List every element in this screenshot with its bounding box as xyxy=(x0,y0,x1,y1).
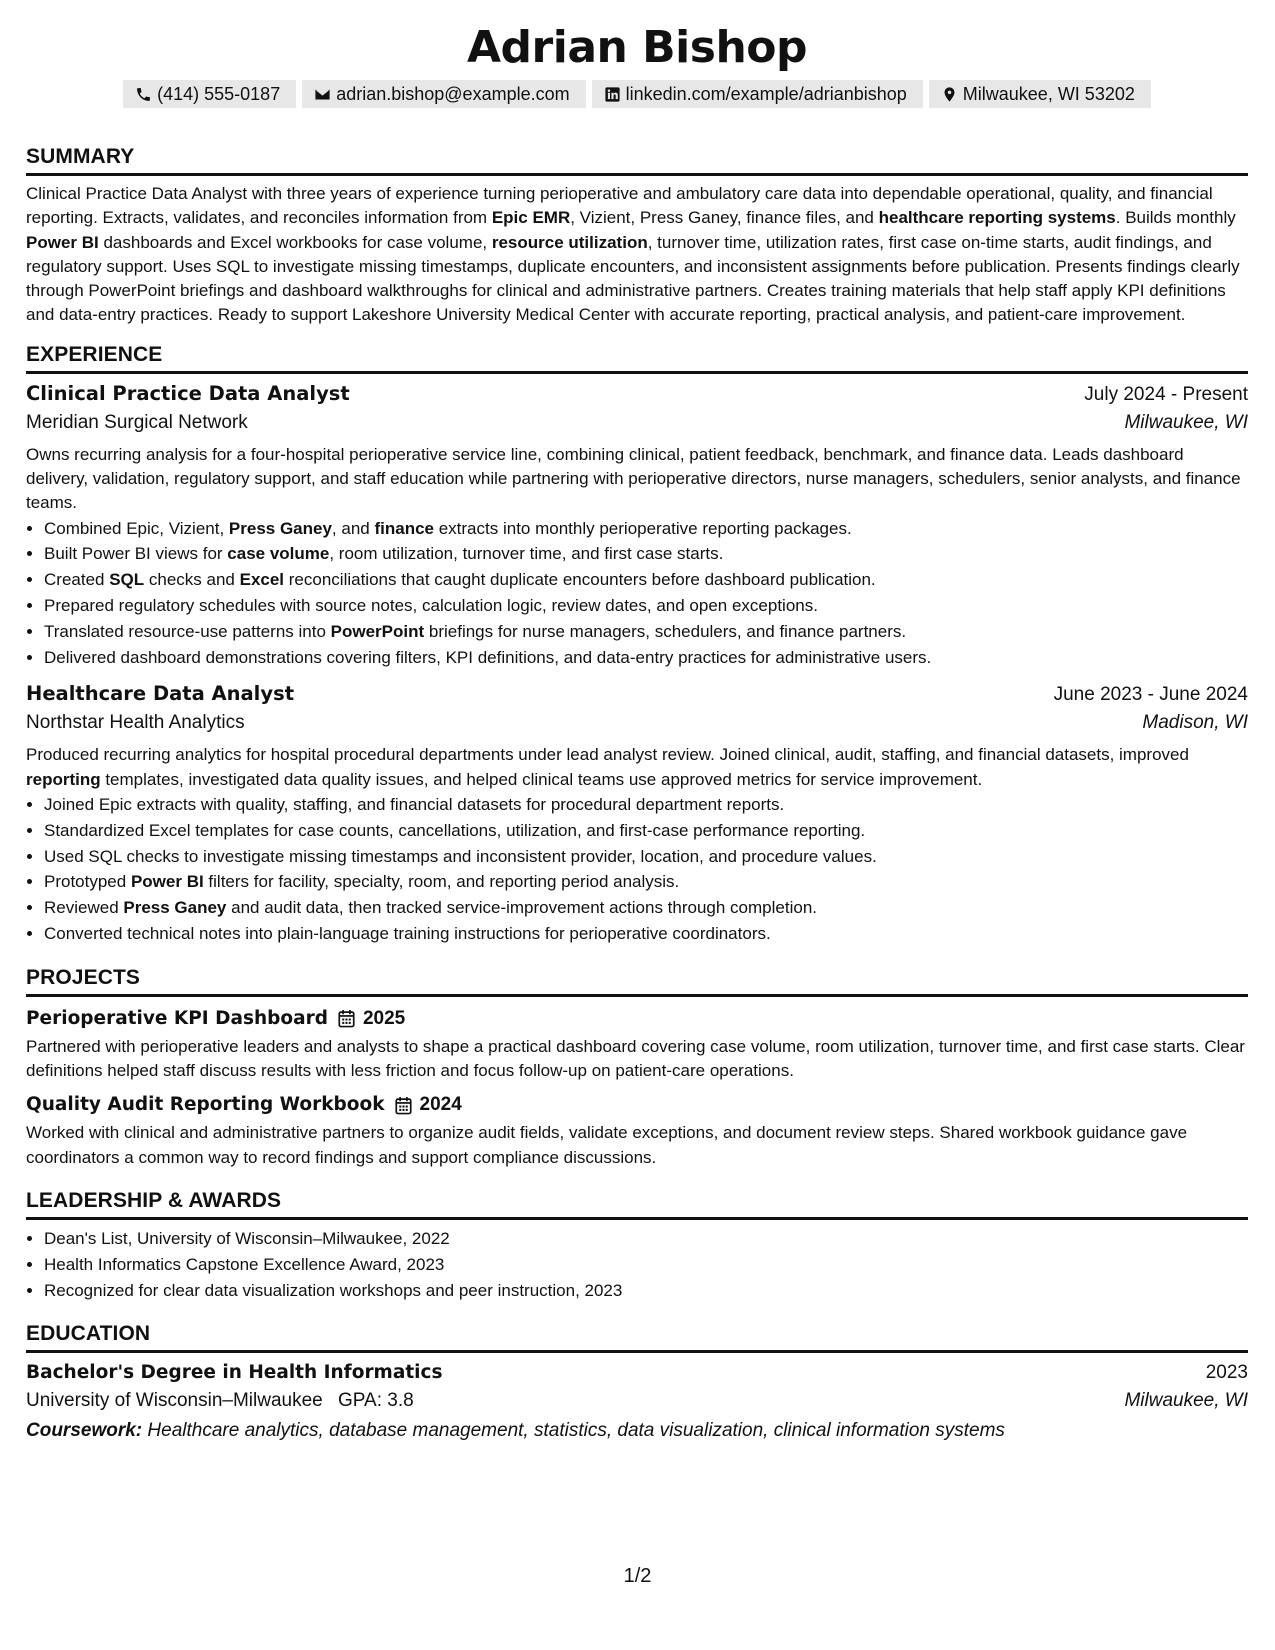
list-item xyxy=(44,593,1248,619)
contact-linkedin[interactable] xyxy=(592,80,923,108)
text-run: , Vizient, Press Ganey, finance files, and xyxy=(570,208,879,228)
emphasis-text: Press Ganey xyxy=(123,898,227,918)
contact-email-text[interactable]: adrian.bishop@example.com xyxy=(336,84,570,104)
list-item xyxy=(44,645,1248,671)
envelope-icon xyxy=(314,86,331,103)
list-item xyxy=(44,792,1248,818)
text-run: Prepared regulatory schedules with source notes, calculation logic, review dates, and open exceptions. xyxy=(44,596,818,616)
contact-email[interactable] xyxy=(302,80,585,108)
job-title: Healthcare Data Analyst xyxy=(26,682,295,706)
text-run: Produced recurring analytics for hospital procedural departments under lead analyst review. Joined clinical, audit, staffing, and financial datasets, improved xyxy=(26,745,1189,765)
list-item xyxy=(44,844,1248,870)
calendar-icon xyxy=(395,1096,412,1115)
linkedin-icon xyxy=(604,86,621,103)
job-location: Madison, WI xyxy=(1142,712,1248,734)
job-dates: July 2024 - Present xyxy=(1084,383,1248,405)
list-item xyxy=(44,516,1248,542)
list-item xyxy=(44,567,1248,593)
contact-linkedin-text[interactable]: linkedin.com/example/adrianbishop xyxy=(625,84,907,104)
degree-title: Bachelor's Degree in Health Informatics xyxy=(26,1362,443,1384)
job-description xyxy=(26,743,1248,792)
summary-text xyxy=(26,182,1248,328)
calendar-icon xyxy=(338,1009,355,1028)
school-name: University of Wisconsin–Milwaukee xyxy=(26,1390,323,1412)
emphasis-text: Power BI xyxy=(130,872,204,892)
job-title: Clinical Practice Data Analyst xyxy=(26,381,350,405)
coursework xyxy=(26,1417,1248,1445)
project-year: 2024 xyxy=(419,1094,462,1116)
list-item xyxy=(44,869,1248,895)
contact-location-text: Milwaukee, WI 53202 xyxy=(962,84,1135,104)
job-company: Northstar Health Analytics xyxy=(26,712,245,734)
text-run: , room utilization, turnover time, and first case starts. xyxy=(329,544,724,564)
project-entry xyxy=(26,1091,1248,1170)
text-run: Used SQL checks to investigate missing timestamps and inconsistent provider, location, and procedure values. xyxy=(44,846,877,866)
resume-page xyxy=(26,0,1248,1445)
text-run: Joined Epic extracts with quality, staffing, and financial datasets for procedural department reports. xyxy=(44,795,785,815)
project-description: Partnered with perioperative leaders and analysts to shape a practical dashboard covering case volume, room utilization, turnover time, and first case starts. Clear definitions helped staff discuss results with less friction and focus follow-up on patient-care operations. xyxy=(26,1036,1245,1081)
coursework-label: Coursework: xyxy=(26,1420,143,1442)
job-bullets xyxy=(26,792,1248,947)
contact-location xyxy=(929,80,1151,108)
list-item: • Dean's List, University of Wisconsin–Milwaukee, 2022 xyxy=(44,1226,1248,1252)
list-item xyxy=(44,895,1248,921)
contact-phone-text: (414) 555-0187 xyxy=(157,84,281,104)
job-company: Meridian Surgical Network xyxy=(26,411,248,433)
list-item: • Recognized for clear data visualization workshops and peer instruction, 2023 xyxy=(44,1278,1248,1304)
page-number: 1/2 xyxy=(623,1565,652,1587)
emphasis-text: finance xyxy=(374,518,434,538)
text-run: Created xyxy=(44,570,110,590)
experience-heading: EXPERIENCE xyxy=(26,342,1248,374)
job-description xyxy=(26,443,1248,516)
job-dates: June 2023 - June 2024 xyxy=(1053,684,1248,706)
project-title: Perioperative KPI Dashboard xyxy=(26,1007,328,1029)
text-run: checks and xyxy=(144,570,240,590)
text-run: Combined Epic, Vizient, xyxy=(44,518,229,538)
text-run: . Builds monthly xyxy=(1115,208,1236,228)
emphasis-text: Epic EMR xyxy=(491,208,571,228)
emphasis-text: case volume xyxy=(227,544,330,564)
map-pin-icon xyxy=(941,86,958,103)
project-description: Worked with clinical and administrative partners to organize audit fields, validate exceptions, and document review steps. Shared workbook guidance gave coordinators a common way to record findings and support compliance discussions. xyxy=(26,1123,1188,1167)
text-run: reconciliations that caught duplicate encounters before dashboard publication. xyxy=(284,570,876,590)
text-run: , and xyxy=(331,518,375,538)
phone-icon xyxy=(135,86,152,103)
list-item xyxy=(44,921,1248,947)
text-run: Reviewed xyxy=(44,898,124,918)
school-location: Milwaukee, WI xyxy=(1124,1390,1248,1412)
job-entry xyxy=(26,380,1248,671)
text-run: , turnover time, utilization rates, first case on-time starts, audit findings, and regulatory support. Uses SQL to investigate missing timestamps, duplicate encounters, and inconsistent assignments before publication. Presents findings clearly through PowerPoint briefings and dashboard walkthroughs for clinical and administrative partners. Creates training materials that help staff apply KPI definitions and data-entry practices. Ready to support Lakeshore University Medical Center with accurate reporting, practical analysis, and patient-care improvement. xyxy=(26,232,1240,325)
job-location: Milwaukee, WI xyxy=(1124,411,1248,433)
text-run: and audit data, then tracked service-improvement actions through completion. xyxy=(226,898,817,918)
contact-phone xyxy=(123,80,296,108)
text-run: Built Power BI views for xyxy=(44,544,228,564)
coursework-text: Healthcare analytics, database management, statistics, data visualization, clinical information systems xyxy=(147,1420,1005,1442)
text-run: extracts into monthly perioperative reporting packages. xyxy=(434,518,852,538)
emphasis-text: Power BI xyxy=(26,232,99,252)
text-run: Clinical Practice Data Analyst with three years of experience turning perioperative and ambulatory care data into dependable operational, quality, and financial reporting. Extracts, validates, and reconciles information from xyxy=(26,184,1213,228)
text-run: Converted technical notes into plain-language training instructions for perioperative coordinators. xyxy=(44,924,771,944)
emphasis-text: Excel xyxy=(239,570,285,590)
emphasis-text: PowerPoint xyxy=(330,621,425,641)
graduation-year: 2023 xyxy=(1205,1362,1248,1384)
awards-list xyxy=(26,1226,1248,1303)
emphasis-text: healthcare reporting systems xyxy=(878,208,1116,228)
list-item: • Health Informatics Capstone Excellence Award, 2023 xyxy=(44,1252,1248,1278)
list-item xyxy=(44,619,1248,645)
list-item xyxy=(44,818,1248,844)
contact-bar xyxy=(26,80,1248,108)
leadership-heading: LEADERSHIP & AWARDS xyxy=(26,1188,1248,1220)
education-heading: EDUCATION xyxy=(26,1321,1248,1353)
job-entry xyxy=(26,680,1248,946)
list-item xyxy=(44,541,1248,567)
job-bullets xyxy=(26,516,1248,671)
gpa: GPA: 3.8 xyxy=(338,1390,414,1412)
text-run: briefings for nurse managers, schedulers, and finance partners. xyxy=(424,621,907,641)
text-run: Standardized Excel templates for case counts, cancellations, utilization, and first-case performance reporting. xyxy=(44,820,866,840)
candidate-name: Adrian Bishop xyxy=(466,22,808,73)
text-run: filters for facility, specialty, room, and reporting period analysis. xyxy=(203,872,680,892)
emphasis-text: resource utilization xyxy=(491,232,648,252)
text-run: templates, investigated data quality issues, and helped clinical teams use approved metrics for service improvement. xyxy=(100,769,983,789)
summary-heading: SUMMARY xyxy=(26,144,1248,176)
project-entry xyxy=(26,1005,1248,1084)
text-run: Delivered dashboard demonstrations covering filters, KPI definitions, and data-entry practices for administrative users. xyxy=(44,647,932,667)
emphasis-text: Press Ganey xyxy=(228,518,332,538)
project-year: 2025 xyxy=(362,1007,406,1029)
text-run: Translated resource-use patterns into xyxy=(44,621,331,641)
projects-heading: PROJECTS xyxy=(26,965,1248,997)
project-title: Quality Audit Reporting Workbook xyxy=(26,1094,385,1116)
text-run: Prototyped xyxy=(44,872,131,892)
emphasis-text: SQL xyxy=(109,570,145,590)
text-run: dashboards and Excel workbooks for case volume, xyxy=(98,232,492,252)
text-run: Owns recurring analysis for a four-hospital perioperative service line, combining clinical, patient feedback, benchmark, and finance data. Leads dashboard delivery, validation, regulatory support, and staff education while partnering with perioperative directors, nurse managers, schedulers, senior analysts, and finance teams. xyxy=(26,444,1241,513)
emphasis-text: reporting xyxy=(26,769,101,789)
